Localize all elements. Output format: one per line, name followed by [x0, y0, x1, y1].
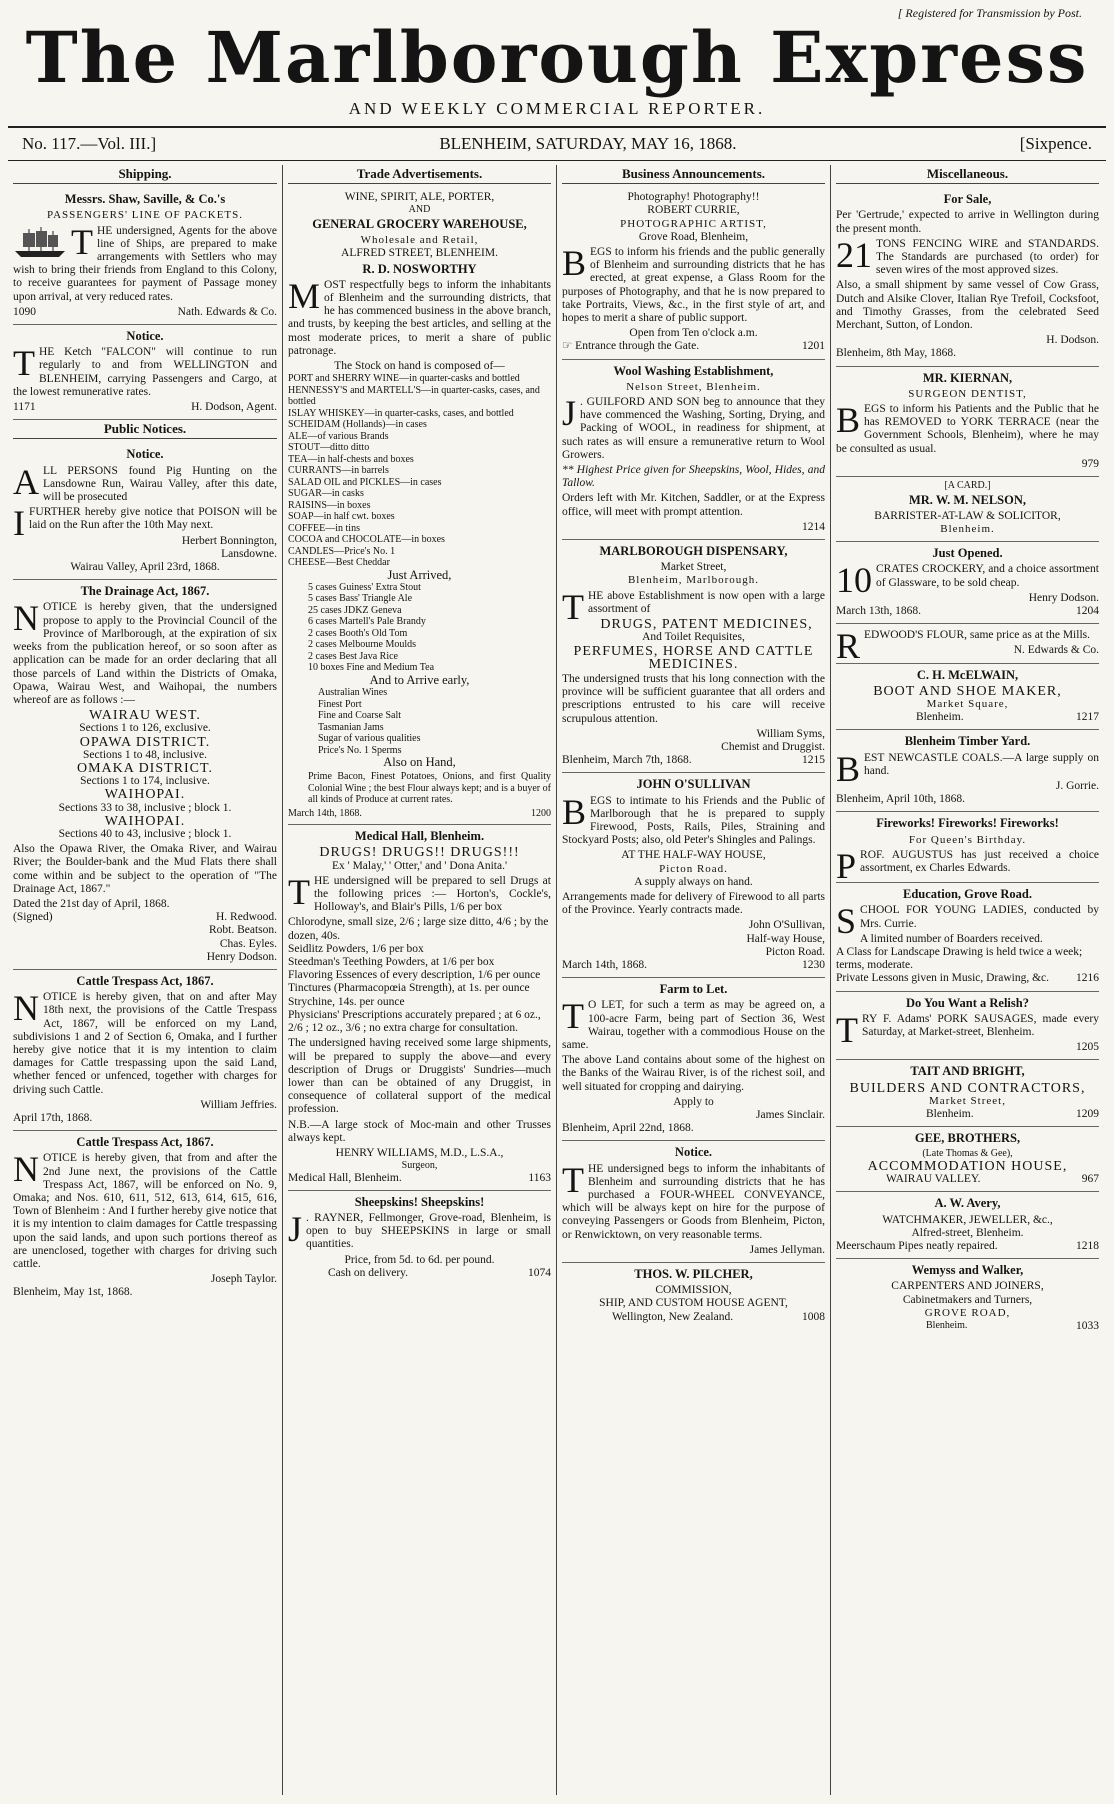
ad-line: Blenheim. [916, 711, 964, 724]
ad-body: Orders left with Mr. Kitchen, Saddler, or at the Express office, will meet with prompt attention. [562, 492, 825, 518]
arrived-item: 2 cases Booth's Old Tom [308, 627, 408, 639]
notice-cattle-trespass-1 [13, 970, 277, 1131]
ad-name: GEE, BROTHERS, [914, 1131, 1021, 1146]
ad-date: April 17th, 1868. [13, 1112, 93, 1124]
price-line: Seidlitz Powders, 1/6 per box [288, 942, 424, 955]
ad-number: 1230 [802, 958, 825, 971]
ad-body: FURTHER hereby give notice that POISON will be laid on the Run after the 10th May next. [29, 506, 277, 532]
ad-line: Wellington, New Zealand. [612, 1310, 734, 1323]
drop-cap: S [836, 901, 857, 942]
ad-line: A limited number of Boarders received. [860, 932, 1043, 945]
ad-line: Alfred-street, Blenheim. [911, 1226, 1024, 1239]
ad-line: (Late Thomas & Gee), [922, 1148, 1013, 1160]
stock-item: CHEESE—Best Cheddar [288, 557, 390, 569]
district-sections: Sections 33 to 38, inclusive ; block 1. [58, 801, 232, 814]
dateline [8, 128, 1106, 160]
drop-cap: T [836, 1009, 858, 1050]
district-name: OMAKA DISTRICT. [76, 760, 214, 776]
notice-cattle-trespass-2 [13, 1131, 277, 1304]
subheading: And to Arrive early, [369, 672, 470, 687]
ad-number: 1204 [1076, 604, 1099, 617]
column-business [556, 165, 830, 1795]
ad-signature: H. Dodson. [1046, 334, 1099, 347]
stock-heading: The Stock on hand is composed of— [334, 359, 505, 372]
ad-signature: Herbert Bonnington, [181, 534, 277, 547]
ad-body: RY F. Adams' PORK SAUSAGES, made every Saturday, at Market-street, Blenheim. [862, 1012, 1099, 1039]
ad-signature: James Jellyman. [749, 1243, 825, 1256]
arrived-item: 10 boxes Fine and Medium Tea [308, 662, 435, 674]
price-line: Strychine, 14s. per ounce [288, 995, 405, 1008]
stock-item: ALE—of various Brands [288, 430, 389, 442]
ad-number: 1216 [1076, 972, 1099, 985]
column-trade [282, 165, 556, 1795]
ad-fireworks [836, 812, 1099, 886]
ad-body: HE undersigned will be prepared to sell Drugs at the following prices :— Horton's, Cockle's, Holloway's, and Blair's Pills, 1/6 per box [314, 874, 551, 914]
issue-number: No. 117.—Vol. III.] [22, 134, 157, 153]
drop-cap: A [13, 461, 39, 502]
ad-name: ROBERT CURRIE, [647, 204, 740, 217]
ad-line: DRUGS, PATENT MEDICINES, [600, 617, 813, 633]
ad-body: Prime Bacon, Finest Potatoes, Onions, and first Quality Colonial Wine ; the best Flour always kept; and is a buyer of all kinds of Produce at current rates. [308, 771, 551, 806]
drop-cap: 21 [836, 234, 872, 275]
ad-date: March 14th, 1868. [288, 807, 362, 819]
section-heading: Public Notices. [13, 420, 277, 439]
drop-cap: N [13, 988, 39, 1029]
ad-title: Cattle Trespass Act, 1867. [76, 973, 214, 988]
ad-just-opened [836, 542, 1099, 624]
ad-line: SHIP, AND CUSTOM HOUSE AGENT, [599, 1297, 788, 1310]
ad-line: Ex ' Malay,' ' Otter,' and ' Dona Anita.' [331, 859, 508, 872]
ad-body: CRATES CROCKERY, and a choice assortment of Glassware, to be sold cheap. [876, 563, 1099, 589]
drop-cap: N [13, 1149, 39, 1190]
ad-line: Apply to [673, 1095, 714, 1108]
ad-title: Notice. [674, 1145, 713, 1160]
ad-nosworthy-warehouse [288, 188, 551, 825]
ad-line: COMMISSION, [655, 1284, 732, 1297]
ad-line: BARRISTER-AT-LAW & SOLICITOR, [874, 509, 1061, 522]
ad-signature: John O'Sullivan, [748, 919, 825, 932]
ad-name: C. H. McELWAIN, [916, 667, 1019, 682]
ad-body: CHOOL FOR YOUNG LADIES, conducted by Mrs. Currie. [860, 904, 1099, 930]
ad-signature: Henry Dodson. [206, 950, 277, 963]
district-name: WAIRAU WEST. [89, 708, 201, 724]
ad-title: Wool Washing Establishment, [613, 363, 774, 378]
column-heading: Miscellaneous. [836, 165, 1099, 184]
ad-date: Dated the 21st day of April, 1868. [13, 897, 170, 910]
ad-date: March 14th, 1868. [562, 958, 647, 971]
ad-number: 1163 [528, 1171, 551, 1184]
ad-signature: Picton Road. [765, 945, 825, 958]
ad-medical-hall [288, 825, 551, 1191]
ad-signature: N. Edwards & Co. [1013, 644, 1099, 657]
ad-name: THOS. W. PILCHER, [634, 1267, 753, 1282]
ad-body: N.B.—A large stock of Moc-main and other Trusses always kept. [288, 1118, 551, 1144]
stock-item: COCOA and CHOCOLATE—in boxes [288, 534, 445, 546]
drop-cap: B [836, 748, 861, 789]
ad-signature: Joseph Taylor. [210, 1273, 277, 1286]
ad-line: Grove Road, Blenheim, [638, 230, 749, 243]
ad-number: 979 [1081, 457, 1099, 470]
drop-cap: N [13, 598, 39, 639]
ad-line: DRUGS! DRUGS!! DRUGS!!! [319, 845, 520, 861]
ad-number: 1215 [802, 754, 825, 767]
drop-cap: I [13, 503, 25, 544]
drop-cap: J [288, 1209, 303, 1250]
ad-signature: Half-way House, [746, 932, 825, 945]
ad-signature: Medical Hall, Blenheim. [288, 1171, 402, 1184]
price-line: Chlorodyne, small size, 2/6 ; large size ditto, 4/6 ; by the dozen, 40s. [288, 916, 549, 942]
stock-item: STOUT—ditto ditto [288, 442, 370, 454]
ad-title: Photography! Photography!! [627, 191, 760, 204]
ad-date: Blenheim, March 7th, 1868. [562, 754, 692, 767]
ad-line: AND [408, 204, 431, 216]
ad-title: Messrs. Shaw, Saville, & Co.'s [64, 192, 226, 207]
to-arrive-item: Finest Port [318, 698, 362, 710]
ad-dispensary [562, 540, 825, 773]
stock-item: CANDLES—Price's No. 1 [288, 545, 396, 557]
ad-number: 1214 [802, 520, 825, 533]
ad-line: GROVE ROAD, [924, 1306, 1011, 1319]
drop-cap: T [562, 586, 584, 627]
to-arrive-list [288, 687, 551, 756]
price-line: Steedman's Teething Powders, at 1/6 per box [288, 956, 495, 969]
ad-body: HE above Establishment is now open with a large assortment of [588, 589, 825, 615]
ad-number: 1200 [531, 807, 551, 819]
ad-line: ALFRED STREET, BLENHEIM. [341, 247, 498, 260]
ad-body: The undersigned trusts that his long connection with the province will be sufficient guarantee that all orders and prescriptions entrusted to his care will receive scrupulous attention. [562, 672, 825, 725]
ad-title: The Drainage Act, 1867. [80, 584, 210, 599]
ad-body: Per 'Gertrude,' expected to arrive in Wellington during the present month. [836, 209, 1099, 235]
ad-photography [562, 188, 825, 359]
registered-note: [ Registered for Transmission by Post. [897, 6, 1082, 20]
ad-body: HE undersigned, Agents for the above line of Ships, are prepared to make arrangements with Settlers who may wish to bring their friends from England to this Colony, to receive guarantees for payment of Passage money upon arrival, at very reduced rates. [13, 224, 277, 303]
ad-signature: HENRY WILLIAMS, M.D., L.S.A., [335, 1146, 504, 1159]
ad-body: O LET, for such a term as may be agreed on, a 100-acre Farm, being part of Section 36, West Wairau, together with a commodious House on the same. [562, 999, 825, 1051]
stock-item: ISLAY WHISKEY—in quarter-casks, cases, and bottled [288, 407, 514, 419]
ad-relish [836, 992, 1099, 1061]
ad-body: ROF. AUGUSTUS has just received a choice assortment, ex Charles Edwards. [860, 848, 1099, 875]
stock-item: CURRANTS—in barrels [288, 465, 389, 477]
district-name: WAIHOPAI. [104, 813, 186, 829]
ad-line: WATCHMAKER, JEWELLER, &c., [882, 1213, 1053, 1226]
to-arrive-item: Australian Wines [318, 687, 388, 699]
ad-title: Sheepskins! Sheepskins! [354, 1194, 485, 1209]
column-heading: Business Announcements. [562, 165, 825, 184]
ad-title: Do You Want a Relish? [906, 995, 1029, 1010]
ad-number: 1033 [1076, 1320, 1099, 1333]
ad-signature: Henry Dodson. [1028, 591, 1099, 604]
ad-line: Picton Road. [659, 862, 728, 875]
notice-drainage-act [13, 580, 277, 970]
ad-name: MR. KIERNAN, [922, 370, 1013, 385]
drop-cap: J [562, 393, 577, 434]
stock-item: SALAD OIL and PICKLES—in cases [288, 476, 442, 488]
ad-title: MARLBOROUGH DISPENSARY, [599, 544, 788, 559]
ad-signature: H. Redwood. [215, 911, 277, 924]
ad-number: 1008 [802, 1310, 825, 1323]
ad-number: 1090 [13, 305, 36, 318]
ad-title: Fireworks! Fireworks! Fireworks! [876, 816, 1059, 831]
stock-item: PORT and SHERRY WINE—in quarter-casks and bottled [288, 373, 520, 385]
ad-line: PERFUMES, HORSE AND CATTLE [573, 643, 814, 659]
ad-number: 1201 [802, 340, 825, 353]
ad-farm-to-let [562, 978, 825, 1141]
ad-name: Wemyss and Walker, [911, 1263, 1024, 1278]
ad-signature: H. Dodson, Agent. [191, 401, 277, 414]
ad-number: 967 [1081, 1173, 1099, 1186]
stock-item: TEA—in half-chests and boxes [288, 453, 414, 465]
ad-wool-washing [562, 360, 825, 540]
ad-title: Cattle Trespass Act, 1867. [76, 1135, 214, 1150]
ad-line: Private Lessons given in Music, Drawing, &c. [836, 972, 1050, 985]
ad-number: 1209 [1076, 1108, 1099, 1121]
ad-line: WAIRAU VALLEY. [886, 1173, 981, 1186]
ad-body: HE undersigned begs to inform the inhabitants of Blenheim and surrounding districts that he has purchased a FOUR-WHEEL CONVEYANCE, which will be always kept on hire for the purpose of conveying Passengers or Goods from Blenheim, Picton, or Renwicktown, on very reasonable terms. [562, 1162, 825, 1241]
district-sections: Sections 1 to 48, inclusive. [83, 748, 207, 761]
ad-number: 1205 [1076, 1041, 1099, 1054]
ad-line: CARPENTERS AND JOINERS, [891, 1280, 1044, 1293]
column-miscellaneous [830, 165, 1104, 1795]
ad-nelson-card [836, 477, 1099, 542]
ad-kiernan [836, 367, 1099, 477]
ad-line: For Queen's Birthday. [908, 833, 1027, 846]
issue-date: BLENHEIM, SATURDAY, MAY 16, 1868. [439, 134, 737, 153]
district-sections: Sections 1 to 174, inclusive. [80, 775, 210, 788]
arrived-item: 2 cases Melbourne Moulds [308, 639, 417, 651]
ad-title: Just Opened. [932, 546, 1003, 561]
ad-name: A. W. Avery, [934, 1196, 1001, 1211]
subheading: Also on Hand, [383, 755, 456, 770]
ad-date: Blenheim, May 1st, 1868. [13, 1286, 133, 1299]
district-name: OPAWA DISTRICT. [79, 734, 211, 750]
subheading: Just Arrived, [387, 567, 452, 582]
ad-pilcher [562, 1263, 825, 1329]
ad-body: OTICE is hereby given, that on and after May 18th next, the provisions of the Cattle Trespass Act, 1867, will be enforced on my Land, subdivisions 1 and 2 of Section 6, Omaka, and I further hereby give notice that it is my intention to claim damages for Cattle trespassing upon the said Land, whether fenced or unfenced, together with charges for driving such Cattle. [13, 991, 277, 1096]
ship-icon [13, 227, 67, 259]
ad-body: OTICE is hereby given, that the undersigned propose to apply to the Provincial Council of the Province of Marlborough, at the expiration of six weeks from the publication hereof, or so soon after as application can be made for an order declaring that all those parcels of Land within the Districts of Omaka, Opawa, Wairau West, and Waihopai, the numbers whereof are as follows :— [13, 601, 277, 706]
ad-body: Also, a small shipment by same vessel of Cow Grass, Dutch and Alsike Clover, Italian Rye Trefoil, Cocksfoot, and Timothy Grasses, from the celebrated Seed Merchant, Sutton, of London. [836, 279, 1099, 332]
drop-cap: P [836, 845, 857, 886]
ad-avery [836, 1192, 1099, 1259]
price-line: Tinctures (Pharmacopœia Strength), at 1s. per ounce [288, 982, 530, 995]
stock-item: RAISINS—in boxes [288, 499, 371, 511]
ad-line: MEDICINES. [648, 656, 739, 672]
column-heading: Trade Advertisements. [288, 165, 551, 184]
ad-line: SURGEON DENTIST, [908, 387, 1027, 400]
stock-item: HENNESSY'S and MARTELL'S—in quarter-casks, cases, and bottled [288, 384, 540, 408]
drop-cap: B [836, 400, 861, 441]
ad-line: Cabinetmakers and Turners, [902, 1293, 1033, 1306]
stock-list [288, 373, 551, 569]
columns [8, 165, 1106, 1795]
ad-signature: Nath. Edwards & Co. [177, 305, 277, 318]
ad-line: [A CARD.] [944, 480, 991, 492]
drop-cap: 10 [836, 560, 872, 601]
ad-body: Also the Opawa River, the Omaka River, and Wairau River; the Boulder-bank and the Mud Flats there shall come within and be subject to the operation of "The Drainage Act, 1867." [13, 843, 277, 895]
ad-signature: James Sinclair. [756, 1109, 825, 1121]
ad-line: Blenheim, Marlborough. [627, 574, 760, 587]
ad-date: Blenheim, April 22nd, 1868. [562, 1122, 694, 1135]
drop-cap: T [288, 871, 310, 912]
drop-cap: B [562, 243, 587, 284]
ad-body: LL PERSONS found Pig Hunting on the Lansdowne Run, Wairau Valley, after this date, will be prosecuted [43, 464, 277, 504]
ad-body: The above Land contains about some of the highest on the Banks of the Wairau River, is of the richest soil, and well situated for cropping and dairying. [562, 1054, 825, 1093]
ad-number: 1171 [13, 401, 36, 414]
ad-title: JOHN O'SULLIVAN [636, 777, 751, 792]
ad-line: Cash on delivery. [328, 1266, 409, 1279]
ad-line: Open from Ten o'clock a.m. [629, 327, 758, 340]
ad-ketch-falcon [13, 325, 277, 420]
ad-for-sale [836, 188, 1099, 366]
arrived-item: 6 cases Martell's Pale Brandy [308, 616, 426, 628]
arrived-item: 25 cases JDKZ Geneva [308, 604, 402, 616]
ad-number: 1218 [1076, 1240, 1099, 1252]
ad-tait-bright [836, 1060, 1099, 1127]
ad-title: Medical Hall, Blenheim. [354, 829, 485, 844]
ad-body: . GUILFORD AND SON beg to announce that they have commenced the Washing, Sorting, Drying, and Packing of WOOL, in readiness for shipment, at such rates as will ensure a remunerative return to Wool Growers. [562, 396, 825, 461]
ad-line: Blenheim. [940, 522, 995, 535]
drop-cap: R [836, 626, 861, 667]
ad-shaw-saville [13, 188, 277, 325]
drop-cap: M [288, 275, 321, 316]
ad-sheepskins [288, 1191, 551, 1285]
arrived-list [288, 582, 551, 674]
ad-signature-place: Lansdowne. [221, 547, 277, 560]
stock-item: COFFEE—in tins [288, 522, 360, 534]
ad-osullivan [562, 773, 825, 978]
ad-body: . RAYNER, Fellmonger, Grove-road, Blenheim, is open to buy SHEEPSKINS in large or small quantities. [306, 1212, 551, 1251]
column-heading: Shipping. [13, 165, 277, 184]
to-arrive-item: Price's No. 1 Sperms [318, 744, 402, 756]
ad-body: EDWOOD'S FLOUR, same price as at the Mills. [864, 629, 1090, 642]
ad-signature: William Jeffries. [200, 1098, 277, 1111]
ad-signature: J. Gorrie. [1055, 780, 1099, 793]
ad-subtitle: PASSENGERS' LINE OF PACKETS. [46, 209, 244, 222]
stock-item: SOAP—in half cwt. boxes [288, 511, 395, 523]
ad-date: Blenheim, 8th May, 1868. [836, 347, 956, 360]
ad-name: R. D. NOSWORTHY [362, 261, 477, 276]
ad-title: Farm to Let. [659, 982, 728, 997]
ad-subtitle: Nelson Street, Blenheim. [626, 380, 761, 393]
notice-pig-hunting [13, 443, 277, 580]
drop-cap: T [71, 221, 93, 262]
price-line: Physicians' Prescriptions accurately prepared ; at 6 oz., 2/6 ; 12 oz., 3/6 ; no extra charge for consultation. [288, 1008, 541, 1035]
drop-cap: T [562, 996, 584, 1037]
ad-title: For Sale, [943, 192, 992, 207]
ad-date: Blenheim, April 10th, 1868. [836, 793, 966, 806]
ad-body: The undersigned having received some large shipments, will be prepared to supply the above—and every description of Drugs or Druggists' Sundries—much lower than can be obtained of any Druggist, in consequence of collateral support of the medical profession. [288, 1037, 551, 1116]
ad-line: Price, from 5d. to 6d. per pound. [344, 1253, 495, 1266]
ad-name: MR. W. M. NELSON, [908, 492, 1027, 507]
ad-wemyss-walker [836, 1259, 1099, 1338]
arrived-item: 5 cases Bass' Triangle Ale [308, 593, 413, 605]
ad-body: EST NEWCASTLE COALS.—A large supply on hand. [864, 751, 1099, 777]
dateline-rule [8, 160, 1106, 161]
ad-body: OST respectfully begs to inform the inhabitants of Blenheim and the surrounding districts, that he has commenced business in the above branch, and trusts, by keeping the best articles, and selling at the most moderate prices, to merit a share of public patronage. [288, 278, 551, 357]
ad-title: Notice. [126, 329, 164, 344]
ad-body: EGS to inform his friends and the public generally of Blenheim and surrounding districts that he has erected, at great expense, a Glass Room for the purposes of Photography, and that he is now prepared to take Portraits, Views, &c., in the first style of art, and hopes to merit a share of public support. [562, 246, 825, 325]
masthead-subtitle: AND WEEKLY COMMERCIAL REPORTER. [348, 99, 766, 118]
to-arrive-item: Tasmanian Jams [318, 721, 384, 733]
ad-line: Market Street, [929, 1094, 1006, 1107]
ad-title: Education, Grove Road. [903, 887, 1032, 902]
district-name: WAIHOPAI. [104, 787, 186, 803]
ad-title: Blenheim Timber Yard. [904, 734, 1031, 749]
ad-body: TONS FENCING WIRE and STANDARDS. The Standards are purchased (to order) for seven wires of the most approved sizes. [876, 237, 1099, 277]
ad-title: Notice. [126, 447, 164, 462]
ad-line: Blenheim. [926, 1108, 974, 1121]
ad-line: BOOT AND SHOE MAKER, [873, 683, 1062, 699]
drop-cap: T [13, 343, 35, 384]
ad-body: EGS to inform his Patients and the Public that he has REMOVED to YORK TERRACE (near the Government Schools, Blenheim), where he may be consulted as usual. [836, 403, 1099, 455]
ad-line: ☞ Entrance through the Gate. [562, 340, 700, 353]
ad-mcelwain [836, 664, 1099, 731]
ad-line: Market Square, [926, 698, 1009, 710]
ad-conveyance-notice [562, 1141, 825, 1263]
issue-price: [Sixpence. [1019, 134, 1092, 153]
ad-number: 1217 [1076, 711, 1099, 724]
ad-signature: William Syms, [756, 727, 825, 740]
drop-cap: B [562, 791, 587, 832]
arrived-item: 5 cases Guiness' Extra Stout [308, 581, 421, 593]
ad-body: EGS to intimate to his Friends and the Public of Marlborough that he is prepared to supply Firewood, Posts, Rails, Piles, Straining and Stockyard Posts; also, old Peter's Shingles and Palings. [562, 794, 825, 847]
to-arrive-item: Fine and Coarse Salt [318, 710, 402, 722]
ad-body: ** Highest Price given for Sheepskins, Wool, Hides, and Tallow. [562, 464, 825, 490]
ad-date: Wairau Valley, April 23rd, 1868. [70, 561, 220, 574]
ad-signature: Chemist and Druggist. [721, 740, 825, 753]
ad-line: Market Street, [660, 561, 727, 574]
ad-line: ACCOMMODATION HOUSE, [867, 1158, 1068, 1174]
ad-line: BUILDERS AND CONTRACTORS, [849, 1080, 1086, 1096]
ad-body: HE Ketch "FALCON" will continue to run regularly to and from WELLINGTON and BLENHEIM, carrying Passengers and Cargo, at the lowest remunerative rates. [13, 346, 277, 398]
ad-line: PHOTOGRAPHIC ARTIST, [620, 217, 767, 230]
ad-line: WINE, SPIRIT, ALE, PORTER, [344, 191, 495, 204]
ad-timber-yard [836, 730, 1099, 812]
ad-line: Meerschaum Pipes neatly repaired. [836, 1240, 998, 1252]
stock-item: SUGAR—in casks [288, 488, 364, 500]
ad-body: Arrangements made for delivery of Firewood to all parts of the Province. Yearly contracts made. [562, 890, 825, 917]
ad-date: March 13th, 1868. [836, 604, 921, 617]
drop-cap: T [562, 1159, 584, 1200]
ad-line: AT THE HALF-WAY HOUSE, [621, 849, 766, 862]
masthead-title: The Marlborough Express [25, 16, 1089, 99]
ad-signature: Surgeon, [401, 1160, 438, 1172]
ad-name: TAIT AND BRIGHT, [910, 1064, 1025, 1079]
ad-body: OTICE is hereby given, that from and after the 2nd June next, the provisions of the Cattle Trespass Act, 1867, will be enforced on No. 9, Omaka; and Nos. 610, 611, 512, 613, 614, 615, 616, Town of Blenheim : And I further hereby give notice that it is my intention to claim damages for Cattle trespassing upon the said lands, and upon such portions thereof as are unenclosed, together with charges for driving such cattle. [13, 1152, 277, 1271]
ad-line: Wholesale and Retail, [360, 234, 479, 247]
district-sections: Sections 40 to 43, inclusive ; block 1. [58, 827, 232, 840]
ad-number: 1074 [528, 1266, 551, 1279]
ad-line: And Toilet Requisites, [642, 631, 745, 644]
ad-title: GENERAL GROCERY WAREHOUSE, [312, 216, 527, 231]
stock-item: SCHEIDAM (Hollands)—in cases [288, 419, 427, 431]
arrived-item: 2 cases Best Java Rice [308, 650, 398, 662]
ad-signature: Chas. Eyles. [219, 937, 277, 950]
ad-line: A supply always on hand. [634, 875, 753, 888]
ad-line: A Class for Landscape Drawing is held twice a week; terms, moderate. [836, 946, 1083, 972]
signed-label: (Signed) [13, 911, 53, 924]
to-arrive-item: Sugar of various qualities [318, 733, 421, 745]
ad-signature: Robt. Beatson. [208, 924, 277, 937]
district-sections: Sections 1 to 126, exclusive. [79, 722, 211, 735]
ad-education [836, 883, 1099, 991]
price-line: Flavoring Essences of every description, 1/6 per ounce [288, 969, 541, 982]
column-shipping [8, 165, 282, 1795]
ad-gee-brothers [836, 1127, 1099, 1192]
ad-line: Blenheim. [926, 1320, 968, 1332]
ad-redwood-flour [836, 624, 1099, 667]
